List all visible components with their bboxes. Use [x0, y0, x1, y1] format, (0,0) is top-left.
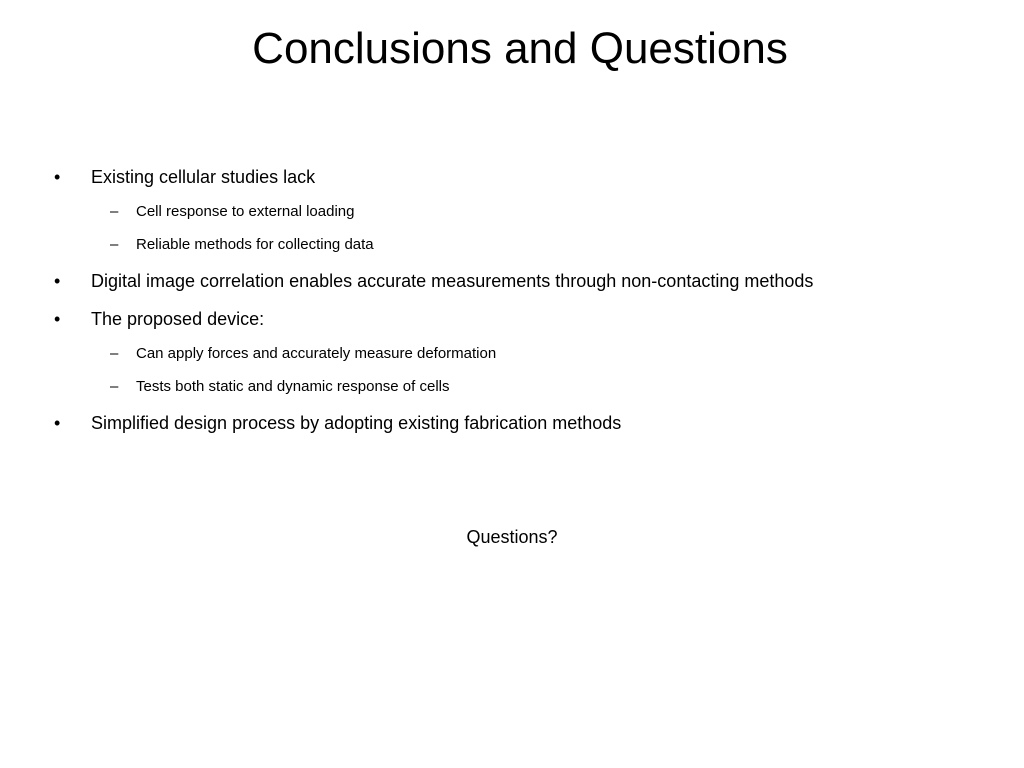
bullet-marker: • — [54, 271, 61, 291]
sub-bullet-text: Can apply forces and accurately measure deformation — [136, 345, 497, 362]
sub-bullet-marker: – — [110, 203, 119, 220]
bullet-marker: • — [54, 167, 61, 187]
bullet-item — [54, 166, 316, 188]
sub-bullet-item — [110, 235, 374, 254]
bullet-marker: • — [54, 413, 61, 433]
sub-bullet-item — [110, 202, 355, 221]
bullet-text: Existing cellular studies lack — [91, 167, 316, 187]
bullet-text: Simplified design process by adopting existing fabrication methods — [91, 413, 622, 433]
sub-bullet-item — [110, 344, 497, 363]
sub-bullet-item — [110, 377, 450, 396]
bullet-text: Digital image correlation enables accurate measurements through non-contacting methods — [91, 271, 814, 291]
slide-title: Conclusions and Questions — [252, 24, 788, 73]
sub-bullet-text: Tests both static and dynamic response of cells — [136, 378, 450, 395]
sub-bullet-marker: – — [110, 236, 119, 253]
bullet-item — [54, 270, 814, 292]
sub-bullet-text: Reliable methods for collecting data — [136, 236, 374, 253]
bullet-text: The proposed device: — [91, 309, 265, 329]
sub-bullet-marker: – — [110, 378, 119, 395]
sub-bullet-text: Cell response to external loading — [136, 203, 355, 220]
questions-prompt: Questions? — [466, 527, 558, 547]
bullet-item — [54, 308, 265, 330]
bullet-item — [54, 412, 622, 434]
sub-bullet-marker: – — [110, 345, 119, 362]
bullet-marker: • — [54, 309, 61, 329]
